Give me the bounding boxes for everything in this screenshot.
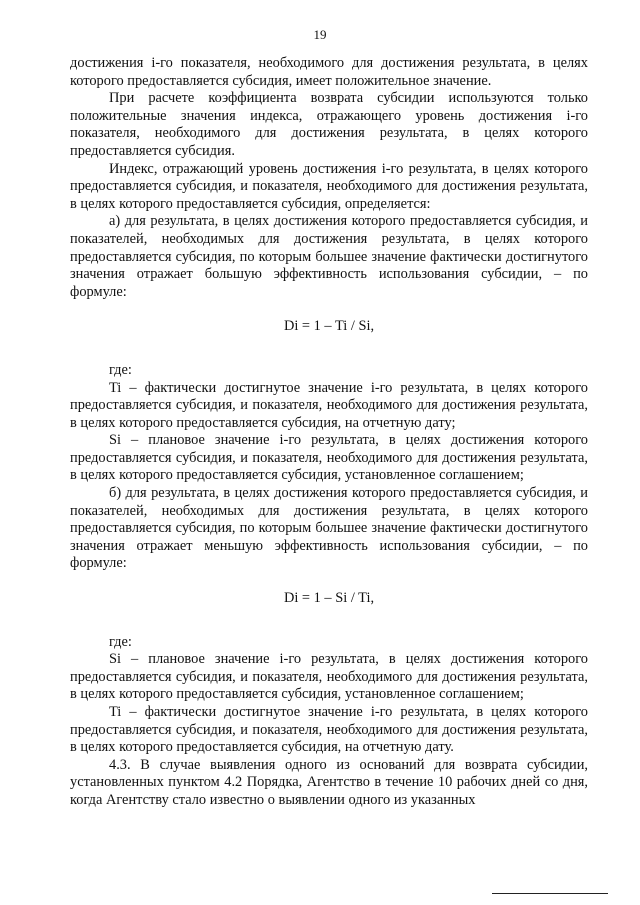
definition-ti-a: Ti – фактически достигнутое значение i-го результата, в целях которого предоставляется субсидия, и показателя, необходимого для достижения результата, в целях которого предоставляется субсидия, на отчетную дату;	[70, 379, 588, 431]
document-body	[70, 55, 588, 810]
spacer	[70, 301, 588, 318]
definition-si-b: Si – плановое значение i-го результата, в целях достижения которого предоставляется субсидия, и показателя, необходимого для достижения результата, в целях которого предоставляется субсидия, установленное соглашением;	[70, 651, 588, 703]
spacer	[70, 608, 588, 634]
formula-a: Di = 1 – Ti / Si,	[283, 318, 375, 335]
where-label-b: где:	[109, 633, 132, 650]
page-number: 19	[313, 27, 327, 42]
paragraph-case-a: а) для результата, в целях достижения которого предоставляется субсидия, и показателей, необходимых для достижения результата, в целях которого предоставляется субсидия, по которым большее значение фактически достигнутого значения отражает большую эффективность использования субсидии, – по формуле:	[70, 213, 588, 300]
paragraph-4-3: 4.3. В случае выявления одного из оснований для возврата субсидии, установленных пунктом 4.2 Порядка, Агентство в течение 10 рабочих дней со дня, когда Агентству стало известно о выявлении одного из указанных	[70, 756, 588, 808]
paragraph-return-coefficient: При расчете коэффициента возврата субсидии используются только положительные значения индекса, отражающего уровень достижения i-го показателя, необходимого для достижения результата, в целях которого предоставляется субсидия.	[70, 90, 588, 159]
spacer	[70, 573, 588, 590]
paragraph-continuation: достижения i-го показателя, необходимого для достижения результата, в целях которого предоставляется субсидия, имеет положительное значение.	[70, 55, 588, 89]
definition-ti-b: Ti – фактически достигнутое значение i-го результата, в целях которого предоставляется субсидия, и показателя, необходимого для достижения результата, в целях которого предоставляется субсидия, на отчетную дату.	[70, 704, 588, 756]
formula-b: Di = 1 – Si / Ti,	[283, 590, 375, 607]
definition-si-a: Si – плановое значение i-го результата, в целях достижения которого предоставляется субсидия, и показателя, необходимого для достижения результата, в целях которого предоставляется субсидия, установленное соглашением;	[70, 432, 588, 484]
paragraph-index-definition: Индекс, отражающий уровень достижения i-го результата, в целях которого предоставляется субсидия, и показателя, необходимого для достижения результата, в целях которого предоставляется субсидия, определяется:	[70, 160, 588, 212]
where-label-a: где:	[109, 361, 132, 378]
bottom-rule	[492, 893, 608, 894]
spacer	[70, 336, 588, 362]
paragraph-case-b: б) для результата, в целях достижения которого предоставляется субсидия, и показателей, необходимых для достижения результата, в целях которого предоставляется субсидия, по которым большее значение фактически достигнутого значения отражает меньшую эффективность использования субсидии, – по формуле:	[70, 485, 588, 572]
